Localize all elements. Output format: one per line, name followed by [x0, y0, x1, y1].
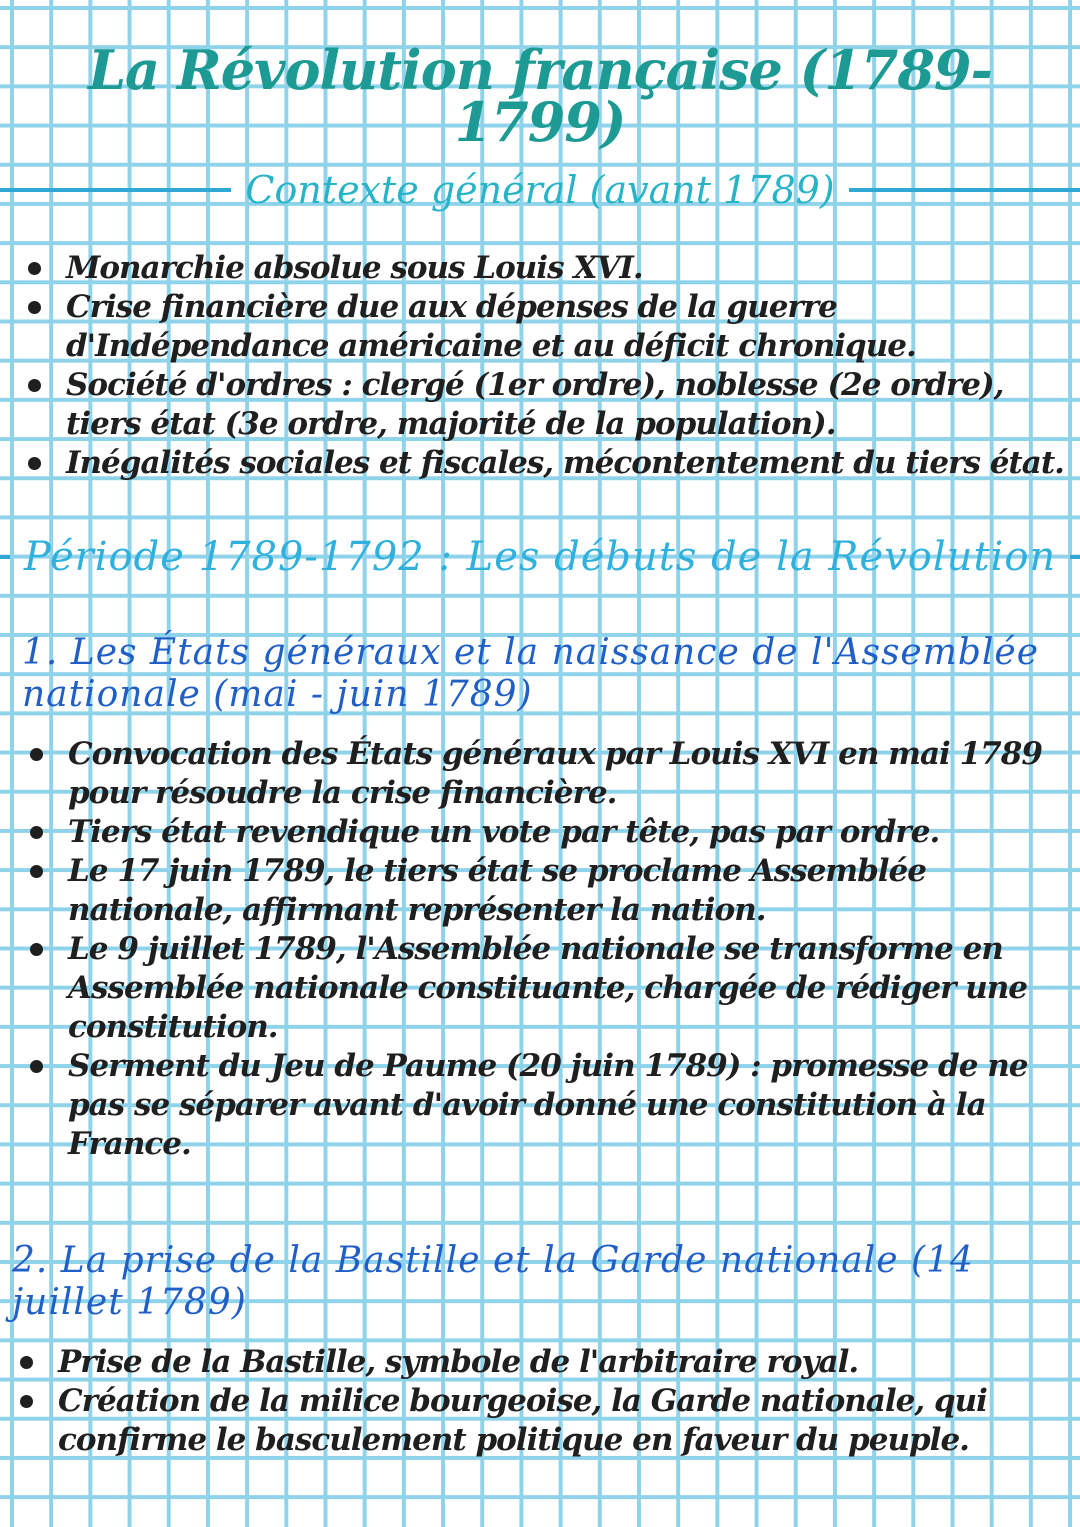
bullet-icon — [30, 826, 43, 839]
divider-left — [0, 188, 231, 192]
list-item — [66, 366, 1066, 444]
list-item-text: Le 9 juillet 1789, l'Assemblée nationale se transforme en Assemblée nationale constituante, chargée de rédiger une constitution. — [68, 931, 1028, 1045]
bullet-icon — [20, 1356, 33, 1369]
etats-generaux-list — [68, 735, 1058, 1164]
divider-right — [1070, 555, 1080, 559]
list-item-text: Société d'ordres : clergé (1er ordre), noblesse (2e ordre), tiers état (3e ordre, majorité de la population). — [66, 367, 1004, 442]
list-item-text: Serment du Jeu de Paume (20 juin 1789) : promesse de ne pas se séparer avant d'avoir donné une constitution à la France. — [68, 1048, 1028, 1162]
section-heading-period — [0, 527, 1080, 587]
bullet-icon — [30, 943, 43, 956]
list-item — [66, 444, 1066, 483]
bullet-icon — [30, 748, 43, 761]
list-item-text: Monarchie absolue sous Louis XVI. — [66, 250, 643, 286]
page-title-line1: La Révolution française (1789- — [88, 38, 992, 103]
subheading-etats-generaux: 1. Les États généraux et la naissance de l'Assemblée nationale (mai - juin 1789) — [22, 632, 1040, 715]
list-item-text: Le 17 juin 1789, le tiers état se proclame Assemblée nationale, affirmant représenter la nation. — [68, 853, 926, 928]
list-item — [68, 852, 1058, 930]
list-item — [68, 735, 1058, 813]
divider-left — [0, 555, 10, 559]
section-heading-context — [0, 160, 1080, 220]
context-list — [66, 249, 1066, 483]
subheading-bastille: 2. La prise de la Bastille et la Garde nationale (14 juillet 1789) — [12, 1240, 974, 1323]
list-item — [58, 1343, 1048, 1382]
list-item — [58, 1382, 1048, 1460]
bastille-list — [58, 1343, 1048, 1460]
bullet-icon — [28, 457, 41, 470]
divider-right — [849, 188, 1080, 192]
page-title — [0, 38, 1080, 155]
bullet-icon — [30, 865, 43, 878]
bullet-icon — [28, 379, 41, 392]
section-heading-period-label: Période 1789-1792 : Les débuts de la Révolution — [23, 534, 1057, 580]
list-item — [68, 1047, 1058, 1164]
bullet-icon — [20, 1395, 33, 1408]
list-item-text: Prise de la Bastille, symbole de l'arbitraire royal. — [58, 1344, 859, 1380]
list-item-text: Création de la milice bourgeoise, la Garde nationale, qui confirme le basculement politique en faveur du peuple. — [58, 1383, 987, 1458]
list-item — [68, 930, 1058, 1047]
bullet-icon — [28, 301, 41, 314]
page-title-line2: 1799) — [454, 90, 626, 155]
list-item-text: Tiers état revendique un vote par tête, pas par ordre. — [68, 814, 940, 850]
list-item — [66, 249, 1066, 288]
bullet-icon — [30, 1060, 43, 1073]
bullet-icon — [28, 262, 41, 275]
list-item-text: Crise financière due aux dépenses de la guerre d'Indépendance américaine et au déficit chronique. — [66, 289, 916, 364]
list-item — [66, 288, 1066, 366]
list-item — [68, 813, 1058, 852]
list-item-text: Inégalités sociales et fiscales, mécontentement du tiers état. — [66, 445, 1064, 481]
section-heading-context-label: Contexte général (avant 1789) — [245, 168, 835, 212]
list-item-text: Convocation des États généraux par Louis XVI en mai 1789 pour résoudre la crise financière. — [68, 736, 1042, 811]
